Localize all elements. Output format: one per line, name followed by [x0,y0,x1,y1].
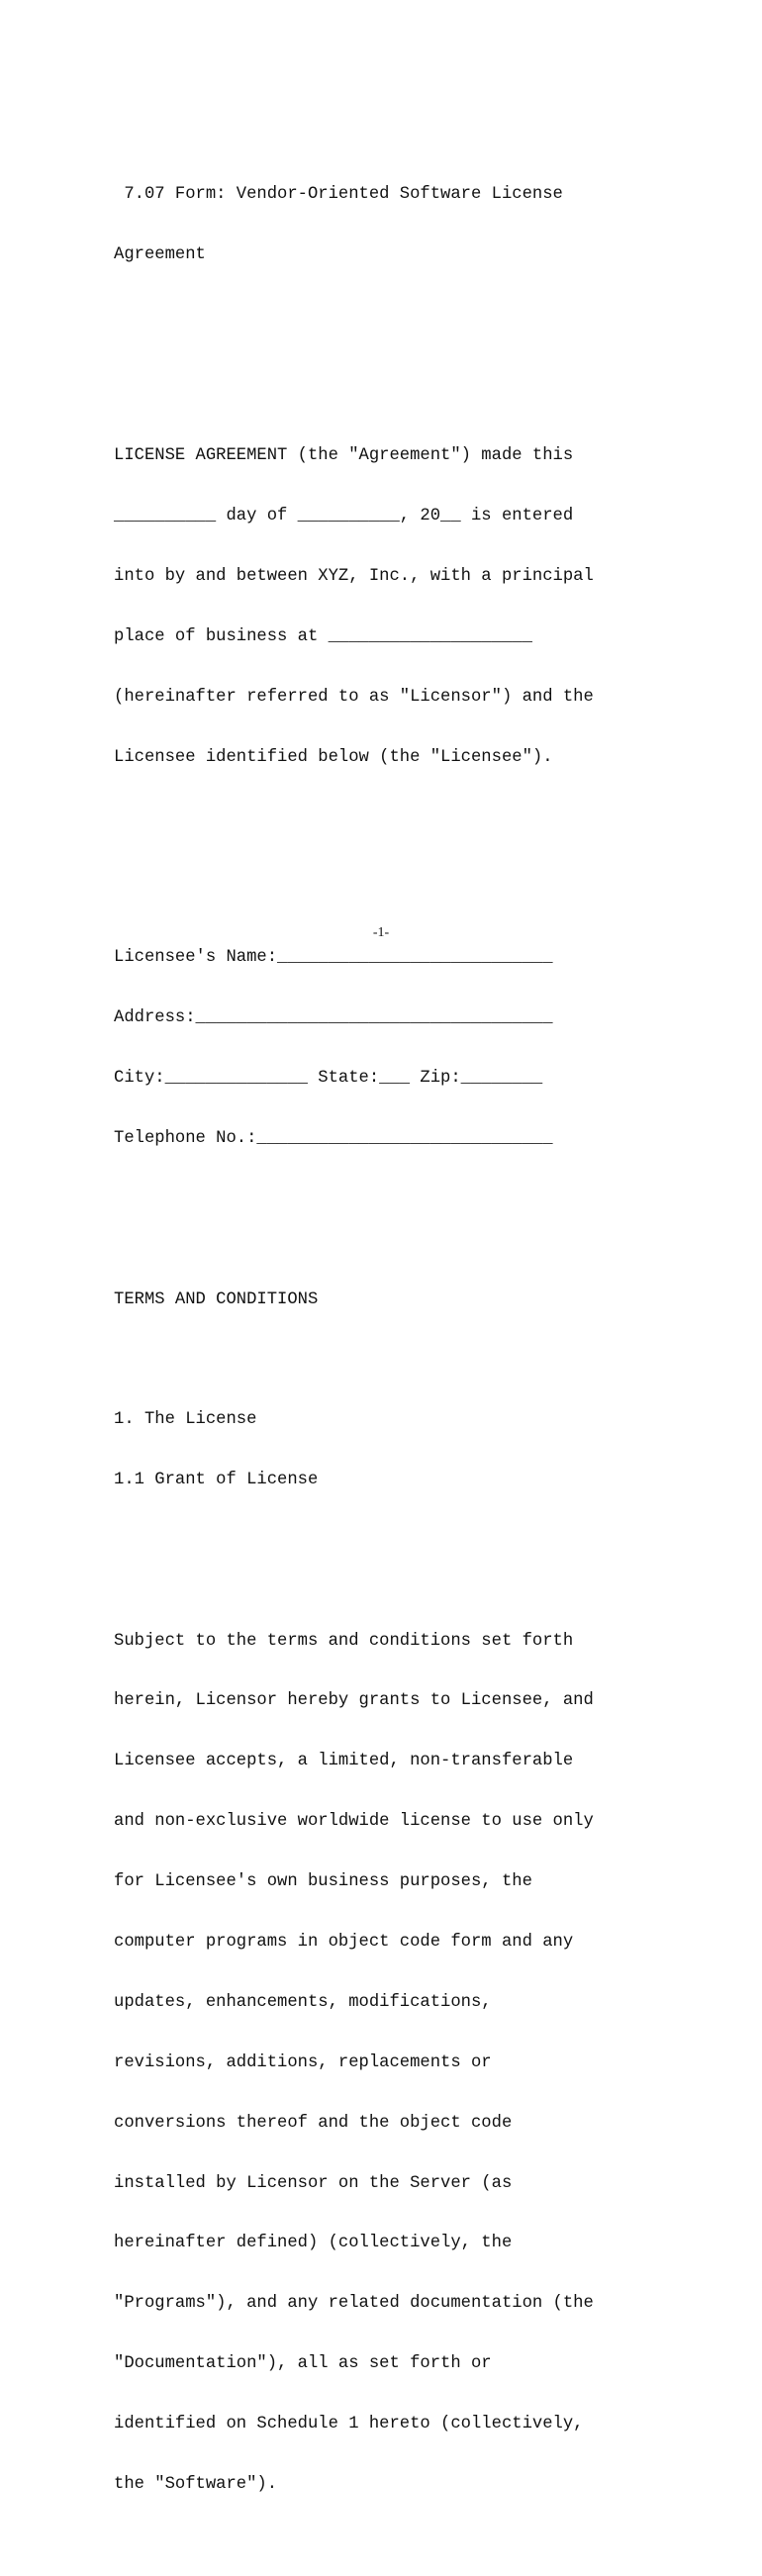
title-line: Agreement [114,245,206,265]
telephone-field: Telephone No.:_____________________________ [114,1129,553,1149]
body-line: Subject to the terms and conditions set forth [114,1631,574,1651]
body-line: the "Software"). [114,2475,278,2495]
licensee-name-field: Licensee's Name:___________________________ [114,948,553,968]
document-text [114,105,668,2576]
intro-line: LICENSE AGREEMENT (the "Agreement") made this [114,446,574,466]
title-line: 7.07 Form: Vendor-Oriented Software License [114,185,563,205]
body-line: herein, Licensor hereby grants to Licensee, and [114,1691,594,1711]
document-title [114,145,668,306]
licensee-fields [114,908,668,1190]
body-line: revisions, additions, replacements or [114,2052,492,2072]
subsection-heading: 1.1 Grant of License [114,1471,319,1490]
intro-paragraph [114,406,668,808]
address-field: Address:___________________________________ [114,1008,553,1028]
body-line: updates, enhancements, modifications, [114,1992,492,2012]
intro-line: (hereinafter referred to as "Licensor") and the [114,687,594,707]
intro-line: __________ day of __________, 20__ is entered [114,506,574,525]
terms-heading: TERMS AND CONDITIONS [114,1289,319,1309]
section-heading: 1. The License [114,1410,257,1430]
body-line: Licensee accepts, a limited, non-transferable [114,1752,574,1771]
page-number: -1- [372,925,390,940]
body-line: and non-exclusive worldwide license to use only [114,1812,594,1832]
body-line: hereinafter defined) (collectively, the [114,2234,513,2253]
intro-line: place of business at ____________________ [114,626,532,646]
intro-line: into by and between XYZ, Inc., with a principal [114,566,594,586]
body-line: for Licensee's own business purposes, the [114,1872,532,1892]
grant-paragraph [114,1591,668,2535]
body-line: conversions thereof and the object code [114,2113,513,2133]
intro-line: Licensee identified below (the "Licensee"). [114,747,553,767]
body-line: "Programs"), and any related documentation (the [114,2294,594,2314]
body-line: identified on Schedule 1 hereto (collectively, [114,2415,584,2434]
body-line: installed by Licensor on the Server (as [114,2173,513,2193]
body-line: computer programs in object code form and any [114,1933,574,1953]
city-state-zip-field: City:______________ State:___ Zip:________ [114,1069,543,1089]
body-line: "Documentation"), all as set forth or [114,2354,492,2374]
